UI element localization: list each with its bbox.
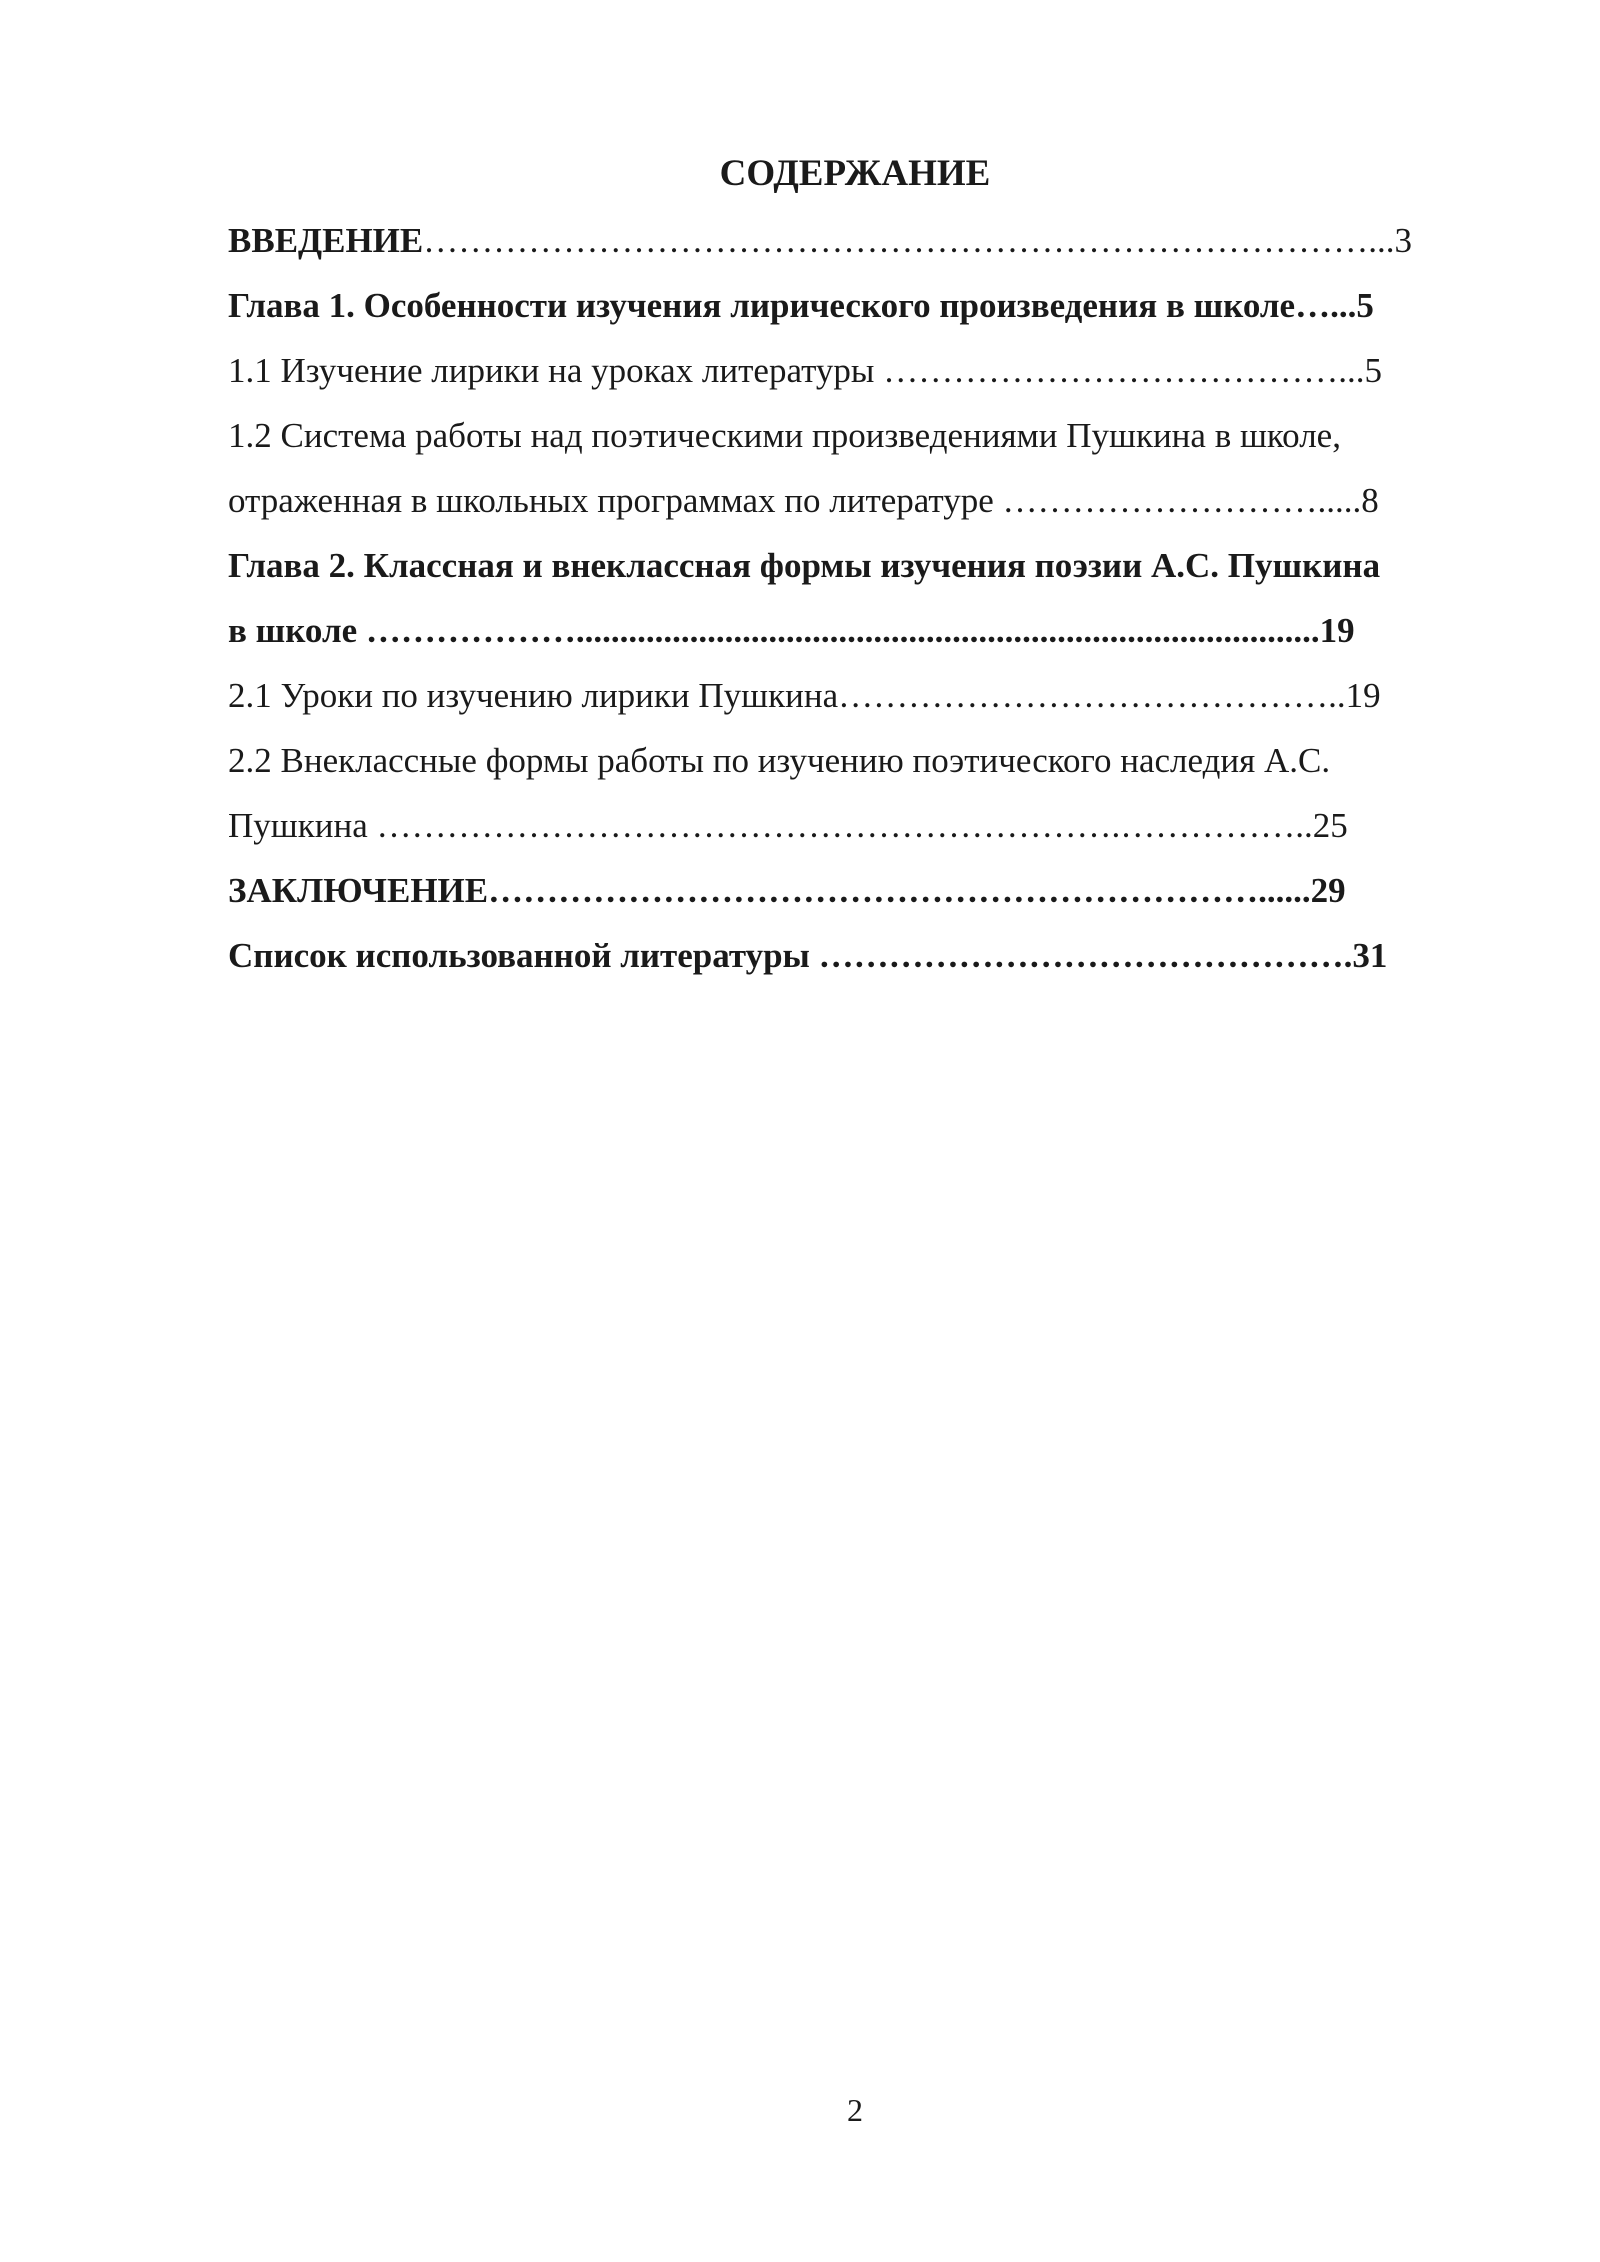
toc-entry-page: 25: [1312, 806, 1348, 845]
toc-entry-page: 5: [1356, 286, 1374, 325]
toc-entry-leader: …………………………………...: [883, 351, 1365, 390]
table-of-contents: [228, 208, 1478, 988]
toc-entry-text: Глава 2. Классная и внеклассная формы изучения поэзии А.С. Пушкина: [228, 546, 1381, 585]
toc-title: СОДЕРЖАНИЕ: [719, 153, 991, 194]
toc-entry-page: .3: [1385, 221, 1413, 260]
toc-entry-page: 8: [1361, 481, 1379, 520]
toc-entry-text: Глава 1. Особенности изучения лирического произведения в школе: [228, 286, 1296, 325]
toc-entry[interactable]: [228, 663, 1478, 728]
toc-entry-leader: ……………………….....: [1002, 481, 1362, 520]
toc-entry-leader: ……………….....................................................................................: [365, 611, 1320, 650]
toc-entry-text: Пушкина: [228, 806, 377, 845]
toc-entry-text: 1.2 Система работы над поэтическими произведениями Пушкина в школе,: [228, 416, 1341, 455]
toc-entry[interactable]: [228, 598, 1478, 663]
toc-entry-text: в школе: [228, 611, 366, 650]
toc-entry[interactable]: [228, 208, 1478, 273]
toc-entry-leader: ………………………………………………………………………..: [423, 221, 1386, 260]
toc-entry[interactable]: [228, 403, 1478, 468]
toc-entry[interactable]: [228, 468, 1478, 533]
toc-entry-text: 2.1 Уроки по изучению лирики Пушкина: [228, 676, 839, 715]
toc-entry-page: 5: [1364, 351, 1382, 390]
toc-entry-text: ЗАКЛЮЧЕНИЕ: [228, 871, 489, 910]
toc-entry-page: 31: [1352, 936, 1388, 975]
toc-entry-page: 19: [1319, 611, 1355, 650]
toc-entry-text: отраженная в школьных программах по литературе: [228, 481, 1003, 520]
toc-entry-text: Список использованной литературы: [228, 936, 819, 975]
toc-entry[interactable]: [228, 728, 1478, 793]
toc-entry[interactable]: [228, 533, 1478, 598]
toc-entry-leader: ……………………………………….: [818, 936, 1353, 975]
page-number: 2: [847, 2092, 863, 2128]
toc-entry[interactable]: [228, 858, 1478, 923]
toc-entry-page: 29: [1310, 871, 1346, 910]
toc-entry-text: 2.2 Внеклассные формы работы по изучению поэтического наследия А.С.: [228, 741, 1331, 780]
toc-entry[interactable]: [228, 793, 1478, 858]
toc-entry[interactable]: [228, 273, 1478, 338]
toc-entry-text: ВВЕДЕНИЕ: [228, 221, 424, 260]
toc-entry[interactable]: [228, 338, 1478, 403]
toc-entry-text: 1.1 Изучение лирики на уроках литературы: [228, 351, 884, 390]
toc-entry-page: 19: [1345, 676, 1381, 715]
toc-entry-leader: …………………………………………………………......: [488, 871, 1311, 910]
toc-entry[interactable]: [228, 923, 1478, 988]
toc-entry-leader: ……………………………………..: [838, 676, 1346, 715]
toc-entry-leader: …...: [1295, 286, 1357, 325]
toc-entry-leader: ……………………………………………………….……………..: [376, 806, 1313, 845]
